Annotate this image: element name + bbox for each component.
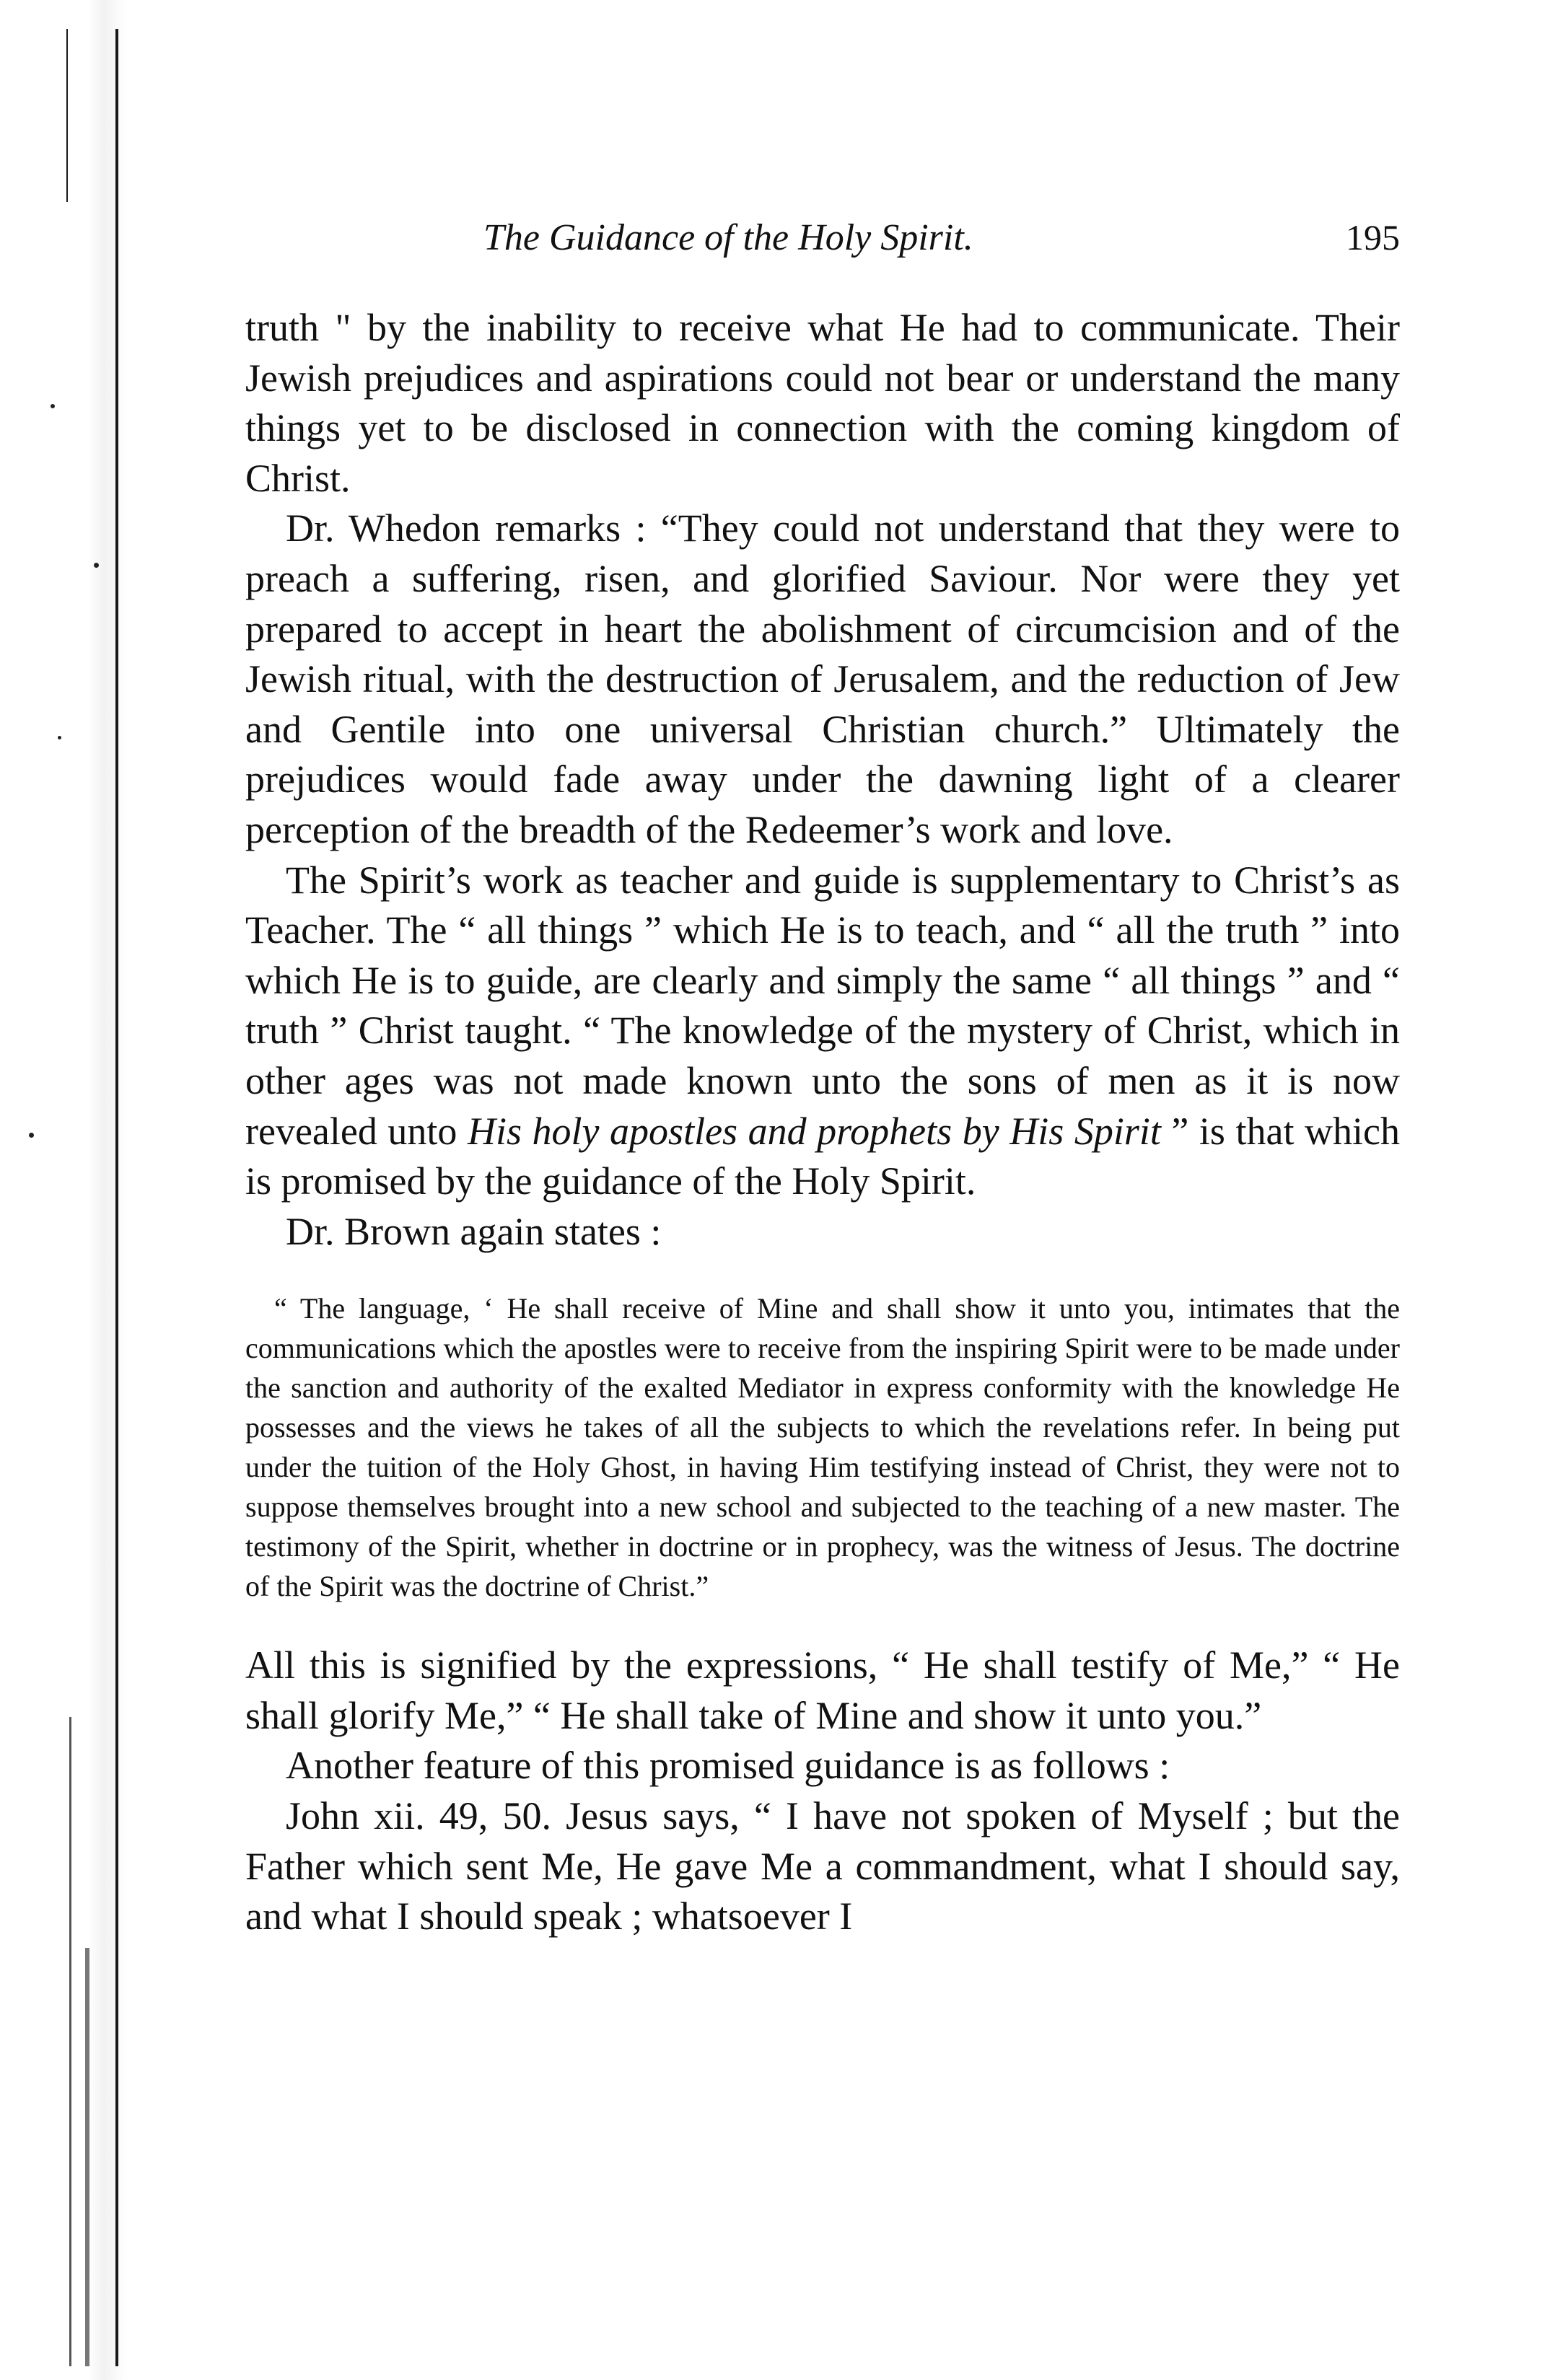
quote-text: “ The language, ‘ He shall receive of Mine and shall show it unto you, intimates that the communications which the apostles were to receive from the inspiring Spirit were to be made under the sanction and authority of the exalted Mediator in express conformity with the knowledge He possesses and the views he takes of all the subjects to which the revelations refer. In being put under the tuition of the Holy Ghost, in having Him testifying instead of Christ, they were not to suppose themselves brought into a new school and subjected to the teaching of a new master. The testimony of the Spirit, whether in doctrine or in prophecy, was the witness of Jesus. The doctrine of the Spirit was the doctrine of Christ.” xyxy=(245,1292,1400,1603)
block-quote xyxy=(245,1288,1400,1606)
paragraph-text: The Spirit’s work as teacher and guide is supplementary to Christ’s as Teacher. The “ all things ” which He is to teach, and “ all the truth ” into which He is to guide, are clearly and simply the same “ all things ” and “ truth ” Christ taught. “ The knowledge of the mystery of Christ, which in other ages was not made known unto the sons of men as it is now revealed unto xyxy=(245,858,1400,1153)
body-text xyxy=(245,303,1400,1942)
paragraph: All this is signified by the expressions, “ He shall testify of Me,” “ He shall glorify Me,” “ He shall take of Mine and show it unto you.” xyxy=(245,1643,1400,1737)
gutter-edge-line xyxy=(69,1717,71,2366)
paragraph: truth " by the inability to receive what He had to communicate. Their Jewish prejudices and aspirations could not bear or understand the many things yet to be disclosed in connection with the coming kingdom of Christ. xyxy=(245,306,1400,500)
running-title: The Guidance of the Holy Spirit. xyxy=(483,217,973,258)
paragraph: John xii. 49, 50. Jesus says, “ I have not spoken of Myself ; but the Father which sent Me, He gave Me a commandment, what I should say, and what I should speak ; whatsoever I xyxy=(245,1794,1400,1938)
italic-scripture: His holy apostles and prophets by His Spirit xyxy=(467,1109,1161,1153)
paragraph: Dr. Brown again states : xyxy=(286,1209,662,1253)
gutter-speck xyxy=(29,1133,34,1138)
paragraph xyxy=(245,856,1400,1207)
page-number: 195 xyxy=(1346,217,1400,258)
scan-gutter xyxy=(0,0,126,2380)
book-page xyxy=(245,216,1400,1942)
gutter-edge-line xyxy=(66,29,68,202)
paragraph-text: ” is that which is promised by the guidance of the Holy Spirit. xyxy=(245,1109,1400,1203)
gutter-speck xyxy=(51,404,55,408)
paragraph: Another feature of this promised guidance is as follows : xyxy=(286,1744,1170,1788)
gutter-speck xyxy=(94,563,99,568)
gutter-speck xyxy=(58,736,61,739)
running-head xyxy=(245,216,1400,281)
paragraph: Dr. Whedon remarks : “They could not understand that they were to preach a suffering, risen, and glorified Saviour. Nor were they yet prepared to accept in heart the abolishment of circumcision and of the Jewish ritual, with the destruction of Jerusalem, and the reduction of Jew and Gentile into one universal Christian church.” Ultimately the prejudices would fade away under the dawning light of a clearer perception of the breadth of the Redeemer’s work and love. xyxy=(245,506,1400,851)
gutter-edge-line xyxy=(85,1948,89,2366)
gutter-edge-line xyxy=(115,29,118,2366)
